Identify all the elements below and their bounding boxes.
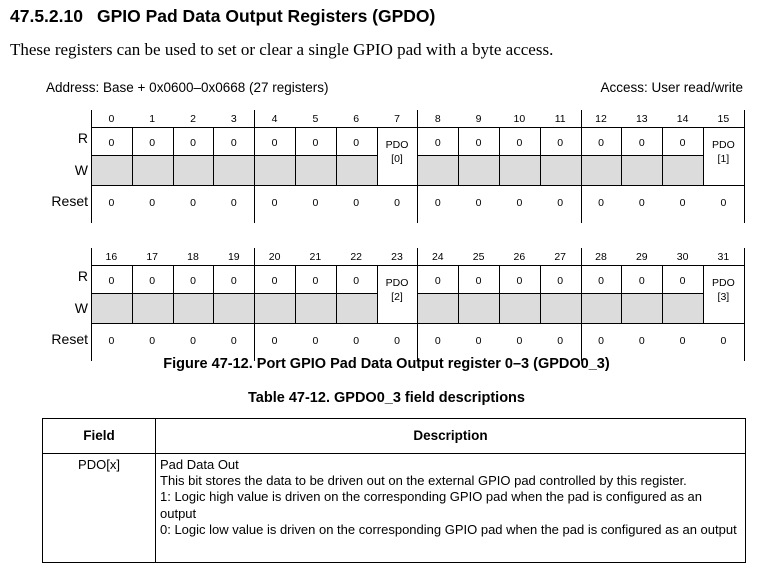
grid-line <box>91 293 133 294</box>
grid-line <box>336 293 378 294</box>
bit-number: 13 <box>635 113 648 125</box>
grid-line <box>173 265 174 323</box>
field-description-table <box>42 418 746 563</box>
grid-line <box>132 293 174 294</box>
read-value: 0 <box>475 137 482 149</box>
reset-value: 0 <box>108 335 115 347</box>
write-cell <box>337 294 377 323</box>
grid-line <box>295 265 296 323</box>
grid-line <box>662 293 704 294</box>
header-divider <box>43 453 745 454</box>
bit-number: 24 <box>431 251 444 263</box>
bit-number: 31 <box>717 251 730 263</box>
write-cell <box>582 156 622 185</box>
write-cell <box>174 294 214 323</box>
reset-value: 0 <box>394 197 400 209</box>
read-value: 0 <box>516 275 523 287</box>
grid-line <box>458 265 459 323</box>
write-cell <box>418 156 458 185</box>
write-cell <box>337 156 377 185</box>
register-address: Address: Base + 0x0600–0x0668 (27 registers) <box>46 80 329 95</box>
grid-line <box>213 293 255 294</box>
bit-number: 5 <box>312 113 319 125</box>
write-cell <box>92 294 132 323</box>
grid-line <box>213 265 214 323</box>
reset-value: 0 <box>394 335 400 347</box>
reset-value: 0 <box>190 197 196 209</box>
bit-number: 4 <box>271 113 278 125</box>
write-cell <box>174 156 214 185</box>
read-value: 0 <box>312 275 319 287</box>
description-line: 1: Logic high value is driven on the corresponding GPIO pad when the pad is configured as an output <box>160 489 703 521</box>
reset-value: 0 <box>516 335 523 347</box>
bit-number: 25 <box>472 251 485 263</box>
read-value: 0 <box>475 275 482 287</box>
column-divider <box>155 419 156 562</box>
grid-line <box>336 127 337 185</box>
read-value: 0 <box>190 137 196 149</box>
pdo-field-index: [1] <box>717 153 730 165</box>
write-cell <box>255 294 295 323</box>
grid-line <box>173 155 215 156</box>
grid-line <box>662 127 663 185</box>
reset-value: 0 <box>149 197 156 209</box>
description-line: Pad Data Out <box>160 457 239 472</box>
section-title: GPIO Pad Data Output Registers (GPDO) <box>96 6 436 26</box>
bit-number: 12 <box>595 113 607 125</box>
reset-value: 0 <box>434 197 441 209</box>
pdo-field <box>377 138 417 166</box>
write-cell <box>500 156 540 185</box>
row-label-r: R <box>77 130 88 146</box>
grid-line <box>621 127 622 185</box>
description-line: This bit stores the data to be driven out on the external GPIO pad controlled by this register. <box>160 473 687 489</box>
write-cell <box>541 156 581 185</box>
pdo-field-name: PDO <box>712 139 735 151</box>
grid-line <box>621 265 622 323</box>
grid-line <box>254 293 296 294</box>
reset-value: 0 <box>638 197 645 209</box>
write-cell <box>582 294 622 323</box>
read-value: 0 <box>679 275 686 287</box>
pdo-field <box>377 276 417 304</box>
bit-number: 29 <box>635 251 648 263</box>
reset-value: 0 <box>720 197 727 209</box>
bit-number: 14 <box>676 113 689 125</box>
write-cell <box>255 156 295 185</box>
bit-number: 20 <box>268 251 281 263</box>
figure-caption: Figure 47-12. Port GPIO Pad Data Output register 0–3 (GPDO0_3) <box>163 356 610 372</box>
write-cell <box>92 156 132 185</box>
write-cell <box>459 156 499 185</box>
pdo-field-name: PDO <box>385 139 409 151</box>
write-cell <box>663 156 703 185</box>
write-cell <box>459 294 499 323</box>
read-value: 0 <box>271 137 278 149</box>
bit-number: 27 <box>554 251 567 263</box>
reset-value: 0 <box>638 335 645 347</box>
bit-number: 18 <box>187 251 199 263</box>
read-value: 0 <box>312 137 319 149</box>
pdo-field-name: PDO <box>712 277 735 289</box>
bit-number: 11 <box>554 113 566 125</box>
read-value: 0 <box>271 275 278 287</box>
write-cell <box>541 294 581 323</box>
bit-number: 21 <box>309 251 322 263</box>
reset-value: 0 <box>230 197 237 209</box>
bit-number: 3 <box>230 113 237 125</box>
reset-value: 0 <box>190 335 196 347</box>
grid-line <box>581 155 623 156</box>
read-value: 0 <box>108 275 115 287</box>
write-cell <box>214 294 254 323</box>
grid-line <box>417 155 459 156</box>
read-value: 0 <box>230 137 237 149</box>
grid-line <box>499 293 541 294</box>
grid-line <box>540 155 582 156</box>
table-caption: Table 47-12. GPDO0_3 field descriptions <box>248 390 525 406</box>
write-cell <box>622 156 662 185</box>
register-access: Access: User read/write <box>600 80 743 95</box>
grid-line <box>662 155 704 156</box>
read-value: 0 <box>108 137 115 149</box>
row-label-r: R <box>77 268 88 284</box>
grid-line <box>621 155 663 156</box>
grid-line <box>91 155 133 156</box>
reset-value: 0 <box>516 197 523 209</box>
write-cell <box>418 294 458 323</box>
pdo-field <box>703 276 743 304</box>
section-number: 47.5.2.10 <box>10 6 83 26</box>
bit-number: 1 <box>149 113 156 125</box>
field-name-cell: PDO[x] <box>78 457 120 472</box>
bit-number: 19 <box>227 251 240 263</box>
reset-value: 0 <box>679 197 686 209</box>
write-cell <box>296 294 336 323</box>
grid-line <box>132 265 133 323</box>
reset-value: 0 <box>149 335 156 347</box>
bit-number: 10 <box>513 113 526 125</box>
section-heading <box>10 6 435 27</box>
bit-number: 8 <box>434 113 441 125</box>
reset-value: 0 <box>557 197 564 209</box>
pdo-field-name: PDO <box>385 277 409 289</box>
read-value: 0 <box>190 275 196 287</box>
pdo-field-index: [0] <box>391 153 403 165</box>
bit-number: 2 <box>190 113 196 125</box>
grid-line <box>295 293 337 294</box>
read-value: 0 <box>149 275 156 287</box>
field-header: Field <box>83 428 115 443</box>
reset-value: 0 <box>230 335 237 347</box>
grid-line <box>132 127 133 185</box>
grid-line <box>499 265 500 323</box>
bit-number: 6 <box>353 113 360 125</box>
grid-line <box>458 155 500 156</box>
pdo-field-index: [2] <box>391 291 403 303</box>
grid-line <box>499 155 541 156</box>
reset-value: 0 <box>353 335 360 347</box>
grid-line <box>499 127 500 185</box>
read-value: 0 <box>149 137 156 149</box>
read-value: 0 <box>230 275 237 287</box>
read-value: 0 <box>679 137 686 149</box>
reset-value: 0 <box>434 335 441 347</box>
field-description-cell <box>160 457 740 538</box>
bit-number: 16 <box>105 251 118 263</box>
reset-value: 0 <box>312 335 319 347</box>
grid-line <box>213 155 255 156</box>
write-cell <box>500 294 540 323</box>
read-value: 0 <box>638 137 645 149</box>
description-line: 0: Logic low value is driven on the corresponding GPIO pad when the pad is configured as an output <box>160 521 737 537</box>
bit-number: 30 <box>676 251 689 263</box>
reset-value: 0 <box>598 197 604 209</box>
grid-line <box>540 265 541 323</box>
read-value: 0 <box>434 137 441 149</box>
read-value: 0 <box>638 275 645 287</box>
grid-line <box>254 155 296 156</box>
grid-line <box>336 155 378 156</box>
read-value: 0 <box>598 275 604 287</box>
reset-value: 0 <box>271 197 278 209</box>
bit-number: 28 <box>595 251 607 263</box>
grid-line <box>173 127 174 185</box>
grid-line <box>213 127 214 185</box>
write-cell <box>622 294 662 323</box>
reset-value: 0 <box>108 197 115 209</box>
reset-value: 0 <box>720 335 727 347</box>
reset-value: 0 <box>598 335 604 347</box>
read-value: 0 <box>557 275 564 287</box>
description-header: Description <box>413 428 488 443</box>
reset-value: 0 <box>679 335 686 347</box>
grid-line <box>173 293 215 294</box>
write-cell <box>663 294 703 323</box>
grid-line <box>458 127 459 185</box>
write-cell <box>133 294 173 323</box>
bit-number: 15 <box>717 113 730 125</box>
bit-number: 17 <box>146 251 159 263</box>
read-value: 0 <box>557 137 564 149</box>
grid-line <box>662 265 663 323</box>
grid-line <box>621 293 663 294</box>
row-label-reset: Reset <box>51 331 88 347</box>
read-value: 0 <box>516 137 523 149</box>
grid-line <box>744 248 745 361</box>
grid-line <box>458 293 500 294</box>
grid-line <box>417 293 459 294</box>
read-value: 0 <box>353 275 360 287</box>
grid-line <box>744 110 745 223</box>
grid-line <box>295 155 337 156</box>
grid-line <box>581 293 623 294</box>
grid-line <box>295 127 296 185</box>
pdo-field <box>703 138 743 166</box>
bit-number: 26 <box>513 251 526 263</box>
bit-number: 9 <box>475 113 482 125</box>
reset-value: 0 <box>353 197 360 209</box>
bit-number: 23 <box>391 251 403 263</box>
write-cell <box>133 156 173 185</box>
reset-value: 0 <box>475 197 482 209</box>
read-value: 0 <box>598 137 604 149</box>
reset-value: 0 <box>312 197 319 209</box>
grid-line <box>336 265 337 323</box>
bit-number: 0 <box>108 113 115 125</box>
grid-line <box>540 127 541 185</box>
reset-value: 0 <box>557 335 564 347</box>
bit-number: 22 <box>350 251 363 263</box>
reset-value: 0 <box>475 335 482 347</box>
intro-paragraph: These registers can be used to set or clear a single GPIO pad with a byte access. <box>10 40 554 59</box>
grid-line <box>132 155 174 156</box>
row-label-w: W <box>74 300 88 316</box>
read-value: 0 <box>353 137 360 149</box>
row-label-reset: Reset <box>51 193 88 209</box>
reset-value: 0 <box>271 335 278 347</box>
bit-number: 7 <box>394 113 400 125</box>
write-cell <box>214 156 254 185</box>
pdo-field-index: [3] <box>717 291 730 303</box>
write-cell <box>296 156 336 185</box>
row-label-w: W <box>74 162 88 178</box>
grid-line <box>540 293 582 294</box>
read-value: 0 <box>434 275 441 287</box>
